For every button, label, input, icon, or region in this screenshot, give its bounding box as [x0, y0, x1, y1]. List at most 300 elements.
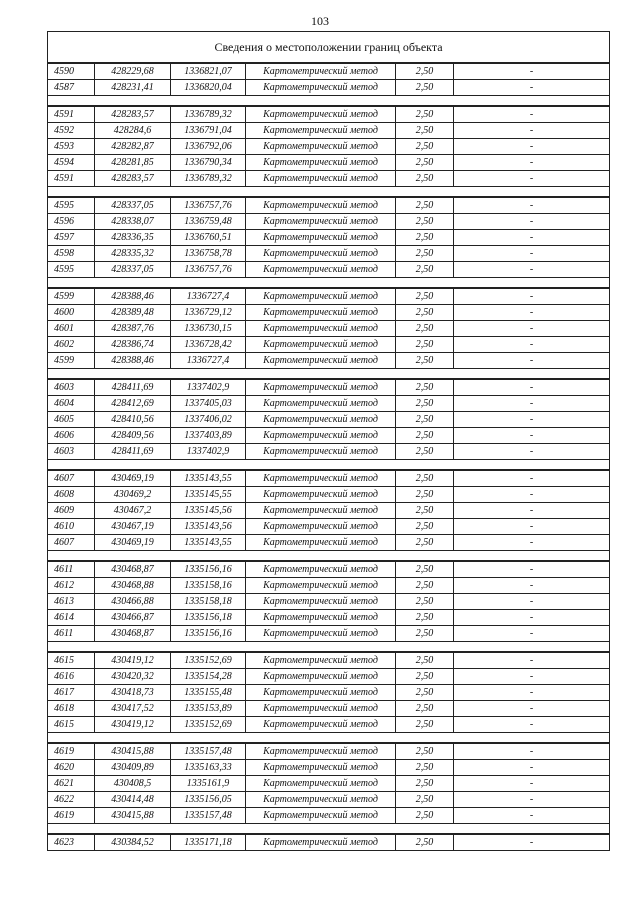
table-row: [48, 155, 610, 171]
method-cell: Картометрический метод: [246, 139, 396, 155]
table-row: [48, 353, 610, 369]
description-cell: -: [454, 717, 610, 733]
precision-cell: 2,50: [396, 652, 454, 669]
description-cell: -: [454, 610, 610, 626]
description-cell: -: [454, 412, 610, 428]
description-cell: -: [454, 535, 610, 551]
page-number: 103: [311, 14, 329, 28]
table-header-row: [48, 32, 610, 64]
group-separator: [48, 551, 610, 562]
method-cell: Картометрический метод: [246, 610, 396, 626]
description-cell: -: [454, 594, 610, 610]
y-coordinate-cell: 1336727,4: [171, 353, 246, 369]
precision-cell: 2,50: [396, 214, 454, 230]
table-row: [48, 685, 610, 701]
method-cell: Картометрический метод: [246, 106, 396, 123]
method-cell: Картометрический метод: [246, 669, 396, 685]
description-cell: -: [454, 743, 610, 760]
boundary-coordinates-table: [47, 31, 610, 851]
precision-cell: 2,50: [396, 288, 454, 305]
method-cell: Картометрический метод: [246, 288, 396, 305]
point-number-cell: 4600: [48, 305, 95, 321]
description-cell: -: [454, 63, 610, 80]
method-cell: Картометрический метод: [246, 717, 396, 733]
group-separator: [48, 733, 610, 744]
y-coordinate-cell: 1337405,03: [171, 396, 246, 412]
table-title: Сведения о местоположении границ объекта: [48, 32, 610, 64]
x-coordinate-cell: 430467,19: [95, 519, 171, 535]
method-cell: Картометрический метод: [246, 594, 396, 610]
point-number-cell: 4605: [48, 412, 95, 428]
precision-cell: 2,50: [396, 776, 454, 792]
y-coordinate-cell: 1335143,55: [171, 470, 246, 487]
description-cell: -: [454, 561, 610, 578]
precision-cell: 2,50: [396, 412, 454, 428]
description-cell: -: [454, 487, 610, 503]
method-cell: Картометрический метод: [246, 305, 396, 321]
description-cell: -: [454, 80, 610, 96]
y-coordinate-cell: 1336728,42: [171, 337, 246, 353]
x-coordinate-cell: 428338,07: [95, 214, 171, 230]
description-cell: -: [454, 626, 610, 642]
point-number-cell: 4601: [48, 321, 95, 337]
table-row: [48, 578, 610, 594]
x-coordinate-cell: 430468,87: [95, 561, 171, 578]
x-coordinate-cell: 430415,88: [95, 808, 171, 824]
y-coordinate-cell: 1336792,06: [171, 139, 246, 155]
table-row: [48, 669, 610, 685]
point-number-cell: 4603: [48, 444, 95, 460]
table-row: [48, 743, 610, 760]
precision-cell: 2,50: [396, 246, 454, 262]
point-number-cell: 4609: [48, 503, 95, 519]
point-number-cell: 4618: [48, 701, 95, 717]
x-coordinate-cell: 428386,74: [95, 337, 171, 353]
point-number-cell: 4607: [48, 535, 95, 551]
y-coordinate-cell: 1335153,89: [171, 701, 246, 717]
method-cell: Картометрический метод: [246, 743, 396, 760]
point-number-cell: 4598: [48, 246, 95, 262]
y-coordinate-cell: 1336757,76: [171, 262, 246, 278]
table-row: [48, 63, 610, 80]
precision-cell: 2,50: [396, 155, 454, 171]
x-coordinate-cell: 428335,32: [95, 246, 171, 262]
x-coordinate-cell: 428337,05: [95, 197, 171, 214]
method-cell: Картометрический метод: [246, 246, 396, 262]
description-cell: -: [454, 652, 610, 669]
x-coordinate-cell: 428388,46: [95, 353, 171, 369]
precision-cell: 2,50: [396, 701, 454, 717]
precision-cell: 2,50: [396, 396, 454, 412]
table-row: [48, 470, 610, 487]
x-coordinate-cell: 430417,52: [95, 701, 171, 717]
precision-cell: 2,50: [396, 63, 454, 80]
table-row: [48, 305, 610, 321]
x-coordinate-cell: 428389,48: [95, 305, 171, 321]
point-number-cell: 4597: [48, 230, 95, 246]
precision-cell: 2,50: [396, 760, 454, 776]
precision-cell: 2,50: [396, 428, 454, 444]
method-cell: Картометрический метод: [246, 701, 396, 717]
method-cell: Картометрический метод: [246, 337, 396, 353]
method-cell: Картометрический метод: [246, 230, 396, 246]
y-coordinate-cell: 1336730,15: [171, 321, 246, 337]
x-coordinate-cell: 430418,73: [95, 685, 171, 701]
description-cell: -: [454, 685, 610, 701]
point-number-cell: 4615: [48, 652, 95, 669]
table-row: [48, 487, 610, 503]
point-number-cell: 4617: [48, 685, 95, 701]
table-row: [48, 503, 610, 519]
description-cell: -: [454, 262, 610, 278]
method-cell: Картометрический метод: [246, 412, 396, 428]
method-cell: Картометрический метод: [246, 379, 396, 396]
y-coordinate-cell: 1335171,18: [171, 834, 246, 851]
y-coordinate-cell: 1335145,55: [171, 487, 246, 503]
table-row: [48, 701, 610, 717]
y-coordinate-cell: 1337402,9: [171, 444, 246, 460]
point-number-cell: 4599: [48, 353, 95, 369]
method-cell: Картометрический метод: [246, 685, 396, 701]
method-cell: Картометрический метод: [246, 197, 396, 214]
table-row: [48, 561, 610, 578]
y-coordinate-cell: 1335161,9: [171, 776, 246, 792]
precision-cell: 2,50: [396, 519, 454, 535]
x-coordinate-cell: 428229,68: [95, 63, 171, 80]
y-coordinate-cell: 1335158,18: [171, 594, 246, 610]
table-row: [48, 428, 610, 444]
x-coordinate-cell: 430469,2: [95, 487, 171, 503]
x-coordinate-cell: 430414,48: [95, 792, 171, 808]
x-coordinate-cell: 430415,88: [95, 743, 171, 760]
description-cell: -: [454, 246, 610, 262]
table-row: [48, 652, 610, 669]
point-number-cell: 4603: [48, 379, 95, 396]
precision-cell: 2,50: [396, 594, 454, 610]
y-coordinate-cell: 1335145,56: [171, 503, 246, 519]
x-coordinate-cell: 428283,57: [95, 106, 171, 123]
x-coordinate-cell: 428231,41: [95, 80, 171, 96]
x-coordinate-cell: 430468,87: [95, 626, 171, 642]
precision-cell: 2,50: [396, 717, 454, 733]
method-cell: Картометрический метод: [246, 760, 396, 776]
y-coordinate-cell: 1336729,12: [171, 305, 246, 321]
point-number-cell: 4602: [48, 337, 95, 353]
method-cell: Картометрический метод: [246, 155, 396, 171]
point-number-cell: 4596: [48, 214, 95, 230]
table-row: [48, 444, 610, 460]
method-cell: Картометрический метод: [246, 353, 396, 369]
x-coordinate-cell: 430419,12: [95, 717, 171, 733]
precision-cell: 2,50: [396, 337, 454, 353]
description-cell: -: [454, 808, 610, 824]
description-cell: -: [454, 197, 610, 214]
y-coordinate-cell: 1335143,55: [171, 535, 246, 551]
point-number-cell: 4595: [48, 262, 95, 278]
table-row: [48, 808, 610, 824]
table-row: [48, 396, 610, 412]
x-coordinate-cell: 428284,6: [95, 123, 171, 139]
method-cell: Картометрический метод: [246, 444, 396, 460]
table-row: [48, 262, 610, 278]
method-cell: Картометрический метод: [246, 792, 396, 808]
x-coordinate-cell: 430466,87: [95, 610, 171, 626]
y-coordinate-cell: 1336789,32: [171, 106, 246, 123]
x-coordinate-cell: 430408,5: [95, 776, 171, 792]
description-cell: -: [454, 139, 610, 155]
table-row: [48, 197, 610, 214]
y-coordinate-cell: 1336727,4: [171, 288, 246, 305]
table-row: [48, 106, 610, 123]
precision-cell: 2,50: [396, 503, 454, 519]
point-number-cell: 4599: [48, 288, 95, 305]
precision-cell: 2,50: [396, 444, 454, 460]
y-coordinate-cell: 1335152,69: [171, 717, 246, 733]
description-cell: -: [454, 669, 610, 685]
point-number-cell: 4615: [48, 717, 95, 733]
point-number-cell: 4607: [48, 470, 95, 487]
method-cell: Картометрический метод: [246, 123, 396, 139]
x-coordinate-cell: 430466,88: [95, 594, 171, 610]
description-cell: -: [454, 155, 610, 171]
x-coordinate-cell: 428410,56: [95, 412, 171, 428]
y-coordinate-cell: 1336759,48: [171, 214, 246, 230]
description-cell: -: [454, 519, 610, 535]
method-cell: Картометрический метод: [246, 578, 396, 594]
y-coordinate-cell: 1335156,16: [171, 626, 246, 642]
method-cell: Картометрический метод: [246, 535, 396, 551]
method-cell: Картометрический метод: [246, 470, 396, 487]
y-coordinate-cell: 1336757,76: [171, 197, 246, 214]
group-separator: [48, 96, 610, 107]
method-cell: Картометрический метод: [246, 834, 396, 851]
group-separator: [48, 187, 610, 198]
x-coordinate-cell: 430409,89: [95, 760, 171, 776]
y-coordinate-cell: 1337406,02: [171, 412, 246, 428]
point-number-cell: 4590: [48, 63, 95, 80]
method-cell: Картометрический метод: [246, 503, 396, 519]
group-separator: [48, 642, 610, 653]
x-coordinate-cell: 428336,35: [95, 230, 171, 246]
point-number-cell: 4621: [48, 776, 95, 792]
precision-cell: 2,50: [396, 792, 454, 808]
method-cell: Картометрический метод: [246, 171, 396, 187]
table-row: [48, 379, 610, 396]
y-coordinate-cell: 1335163,33: [171, 760, 246, 776]
y-coordinate-cell: 1336789,32: [171, 171, 246, 187]
method-cell: Картометрический метод: [246, 626, 396, 642]
y-coordinate-cell: 1335158,16: [171, 578, 246, 594]
precision-cell: 2,50: [396, 626, 454, 642]
table-row: [48, 535, 610, 551]
description-cell: -: [454, 288, 610, 305]
method-cell: Картометрический метод: [246, 63, 396, 80]
point-number-cell: 4604: [48, 396, 95, 412]
precision-cell: 2,50: [396, 80, 454, 96]
method-cell: Картометрический метод: [246, 487, 396, 503]
precision-cell: 2,50: [396, 139, 454, 155]
method-cell: Картометрический метод: [246, 561, 396, 578]
point-number-cell: 4614: [48, 610, 95, 626]
method-cell: Картометрический метод: [246, 652, 396, 669]
table-row: [48, 230, 610, 246]
group-separator: [48, 460, 610, 471]
precision-cell: 2,50: [396, 487, 454, 503]
point-number-cell: 4612: [48, 578, 95, 594]
table-row: [48, 337, 610, 353]
precision-cell: 2,50: [396, 834, 454, 851]
x-coordinate-cell: 428282,87: [95, 139, 171, 155]
table-row: [48, 792, 610, 808]
table-row: [48, 626, 610, 642]
group-separator: [48, 369, 610, 380]
x-coordinate-cell: 428412,69: [95, 396, 171, 412]
y-coordinate-cell: 1337403,89: [171, 428, 246, 444]
description-cell: -: [454, 106, 610, 123]
precision-cell: 2,50: [396, 669, 454, 685]
method-cell: Картометрический метод: [246, 214, 396, 230]
y-coordinate-cell: 1335156,05: [171, 792, 246, 808]
x-coordinate-cell: 428409,56: [95, 428, 171, 444]
description-cell: -: [454, 337, 610, 353]
point-number-cell: 4619: [48, 743, 95, 760]
y-coordinate-cell: 1335143,56: [171, 519, 246, 535]
description-cell: -: [454, 214, 610, 230]
point-number-cell: 4610: [48, 519, 95, 535]
precision-cell: 2,50: [396, 535, 454, 551]
y-coordinate-cell: 1335156,18: [171, 610, 246, 626]
description-cell: -: [454, 776, 610, 792]
description-cell: -: [454, 701, 610, 717]
table-row: [48, 519, 610, 535]
table-row: [48, 80, 610, 96]
x-coordinate-cell: 428283,57: [95, 171, 171, 187]
method-cell: Картометрический метод: [246, 321, 396, 337]
precision-cell: 2,50: [396, 171, 454, 187]
point-number-cell: 4595: [48, 197, 95, 214]
method-cell: Картометрический метод: [246, 428, 396, 444]
description-cell: -: [454, 379, 610, 396]
method-cell: Картометрический метод: [246, 396, 396, 412]
method-cell: Картометрический метод: [246, 80, 396, 96]
x-coordinate-cell: 430469,19: [95, 535, 171, 551]
point-number-cell: 4616: [48, 669, 95, 685]
x-coordinate-cell: 428281,85: [95, 155, 171, 171]
description-cell: -: [454, 396, 610, 412]
x-coordinate-cell: 430468,88: [95, 578, 171, 594]
x-coordinate-cell: 430469,19: [95, 470, 171, 487]
point-number-cell: 4591: [48, 106, 95, 123]
y-coordinate-cell: 1337402,9: [171, 379, 246, 396]
point-number-cell: 4623: [48, 834, 95, 851]
point-number-cell: 4594: [48, 155, 95, 171]
precision-cell: 2,50: [396, 379, 454, 396]
y-coordinate-cell: 1335155,48: [171, 685, 246, 701]
table-row: [48, 171, 610, 187]
x-coordinate-cell: 430420,32: [95, 669, 171, 685]
x-coordinate-cell: 430419,12: [95, 652, 171, 669]
description-cell: -: [454, 470, 610, 487]
precision-cell: 2,50: [396, 743, 454, 760]
description-cell: -: [454, 305, 610, 321]
y-coordinate-cell: 1335157,48: [171, 808, 246, 824]
x-coordinate-cell: 428387,76: [95, 321, 171, 337]
table-row: [48, 246, 610, 262]
method-cell: Картометрический метод: [246, 262, 396, 278]
precision-cell: 2,50: [396, 578, 454, 594]
table-row: [48, 610, 610, 626]
point-number-cell: 4619: [48, 808, 95, 824]
y-coordinate-cell: 1335157,48: [171, 743, 246, 760]
table-row: [48, 594, 610, 610]
y-coordinate-cell: 1335154,28: [171, 669, 246, 685]
point-number-cell: 4608: [48, 487, 95, 503]
description-cell: -: [454, 578, 610, 594]
table-row: [48, 760, 610, 776]
method-cell: Картометрический метод: [246, 519, 396, 535]
table-row: [48, 123, 610, 139]
point-number-cell: 4620: [48, 760, 95, 776]
description-cell: -: [454, 321, 610, 337]
table-row: [48, 321, 610, 337]
description-cell: -: [454, 792, 610, 808]
point-number-cell: 4611: [48, 561, 95, 578]
precision-cell: 2,50: [396, 305, 454, 321]
y-coordinate-cell: 1336820,04: [171, 80, 246, 96]
precision-cell: 2,50: [396, 230, 454, 246]
point-number-cell: 4611: [48, 626, 95, 642]
x-coordinate-cell: 428411,69: [95, 379, 171, 396]
precision-cell: 2,50: [396, 610, 454, 626]
precision-cell: 2,50: [396, 561, 454, 578]
x-coordinate-cell: 428337,05: [95, 262, 171, 278]
y-coordinate-cell: 1335152,69: [171, 652, 246, 669]
y-coordinate-cell: 1335156,16: [171, 561, 246, 578]
point-number-cell: 4606: [48, 428, 95, 444]
y-coordinate-cell: 1336790,34: [171, 155, 246, 171]
point-number-cell: 4593: [48, 139, 95, 155]
description-cell: -: [454, 760, 610, 776]
precision-cell: 2,50: [396, 123, 454, 139]
y-coordinate-cell: 1336758,78: [171, 246, 246, 262]
description-cell: -: [454, 834, 610, 851]
point-number-cell: 4591: [48, 171, 95, 187]
precision-cell: 2,50: [396, 470, 454, 487]
table-row: [48, 214, 610, 230]
description-cell: -: [454, 123, 610, 139]
x-coordinate-cell: 430467,2: [95, 503, 171, 519]
description-cell: -: [454, 428, 610, 444]
precision-cell: 2,50: [396, 808, 454, 824]
description-cell: -: [454, 444, 610, 460]
precision-cell: 2,50: [396, 321, 454, 337]
method-cell: Картометрический метод: [246, 808, 396, 824]
x-coordinate-cell: 428388,46: [95, 288, 171, 305]
table-row: [48, 717, 610, 733]
precision-cell: 2,50: [396, 685, 454, 701]
group-separator: [48, 824, 610, 835]
precision-cell: 2,50: [396, 106, 454, 123]
y-coordinate-cell: 1336760,51: [171, 230, 246, 246]
description-cell: -: [454, 171, 610, 187]
method-cell: Картометрический метод: [246, 776, 396, 792]
point-number-cell: 4592: [48, 123, 95, 139]
precision-cell: 2,50: [396, 262, 454, 278]
description-cell: -: [454, 503, 610, 519]
precision-cell: 2,50: [396, 353, 454, 369]
x-coordinate-cell: 428411,69: [95, 444, 171, 460]
point-number-cell: 4587: [48, 80, 95, 96]
